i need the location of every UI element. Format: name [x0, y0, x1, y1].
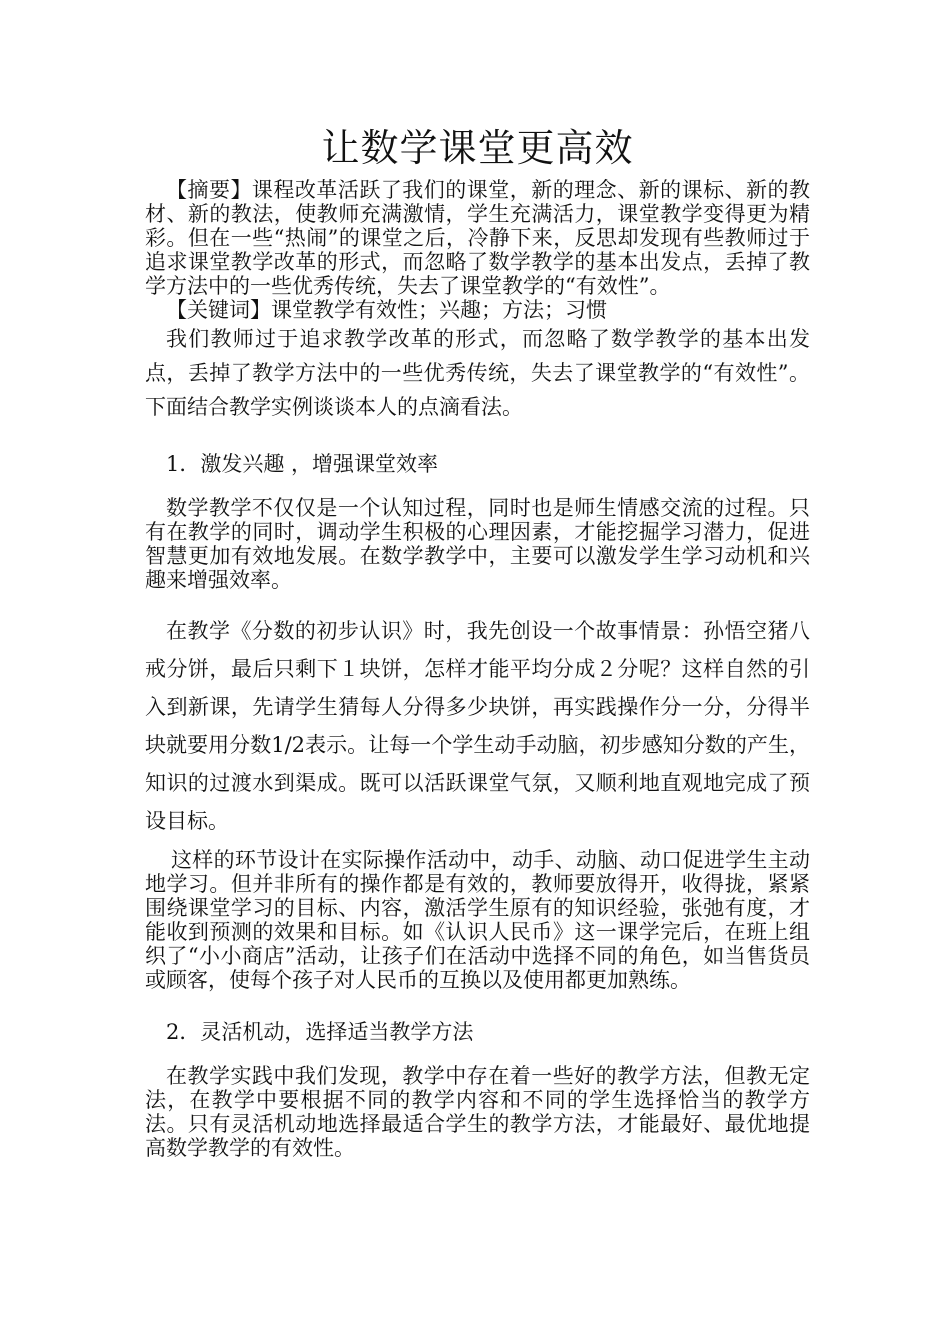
spacer	[145, 992, 810, 1020]
keywords-paragraph: 【关键词】课堂教学有效性；兴趣；方法；习惯	[166, 298, 607, 322]
spacer	[145, 424, 810, 452]
document-page	[145, 118, 810, 1160]
section-1-paragraph-1: 数学教学不仅仅是一个认知过程，同时也是师生情感交流的过程。只有在教学的同时，调动学生积极的心理因素，才能挖掘学习潜力，促进智慧更加有效地发展。在数学教学中，主要可以激发学生学习动机和兴趣来增强效率。	[145, 496, 810, 592]
spacer	[145, 592, 810, 612]
section-2-paragraph-1: 在教学实践中我们发现，教学中存在着一些好的教学方法，但教无定法，在教学中要根据不同的教学内容和不同的学生选择恰当的教学方法。只有灵活机动地选择最适合学生的教学方法，才能最好、最优地提高数学教学的有效性。	[145, 1064, 810, 1160]
section-2-heading: 2．灵活机动，选择适当教学方法	[166, 1020, 474, 1044]
intro-paragraph: 我们教师过于追求教学改革的形式，而忽略了数学教学的基本出发点，丢掉了教学方法中的一些优秀传统，失去了课堂教学的“有效性”。下面结合教学实例谈谈本人的点滴看法。	[145, 327, 810, 419]
spacer	[145, 1044, 810, 1064]
abstract-paragraph: 【摘要】课程改革活跃了我们的课堂，新的理念、新的课标、新的教材、新的教法，使教师充满激情，学生充满活力，课堂教学变得更为精彩。但在一些“热闹”的课堂之后，冷静下来，反思却发现有些教师过于追求课堂教学改革的形式，而忽略了数学教学的基本出发点，丢掉了教学方法中的一些优秀传统，失去了课堂教学的“有效性”。	[145, 178, 810, 298]
section-1-heading: 1．激发兴趣 ，增强课堂效率	[166, 452, 439, 476]
document-title: 让数学课堂更高效	[321, 126, 634, 170]
spacer	[145, 840, 810, 848]
section-1-paragraph-2: 在教学《分数的初步认识》时，我先创设一个故事情景：孙悟空猪八戒分饼，最后只剩下１块饼，怎样才能平均分成２分呢？这样自然的引入到新课，先请学生猜每人分得多少块饼，再实践操作分一分，分得半块就要用分数1/2表示。让每一个学生动手动脑，初步感知分数的产生，知识的过渡水到渠成。既可以活跃课堂气氛，又顺利地直观地完成了预设目标。	[145, 619, 810, 833]
section-1-paragraph-3: 这样的环节设计在实际操作活动中，动手、动脑、动口促进学生主动地学习。但并非所有的操作都是有效的，教师要放得开，收得拢，紧紧围绕课堂学习的目标、内容，激活学生原有的知识经验，张弛有度，才能收到预测的效果和目标。如《认识人民币》这一课学完后，在班上组织了“小小商店”活动，让孩子们在活动中选择不同的角色，如当售货员或顾客，使每个孩子对人民币的互换以及使用都更加熟练。	[145, 848, 810, 992]
spacer	[145, 476, 810, 496]
